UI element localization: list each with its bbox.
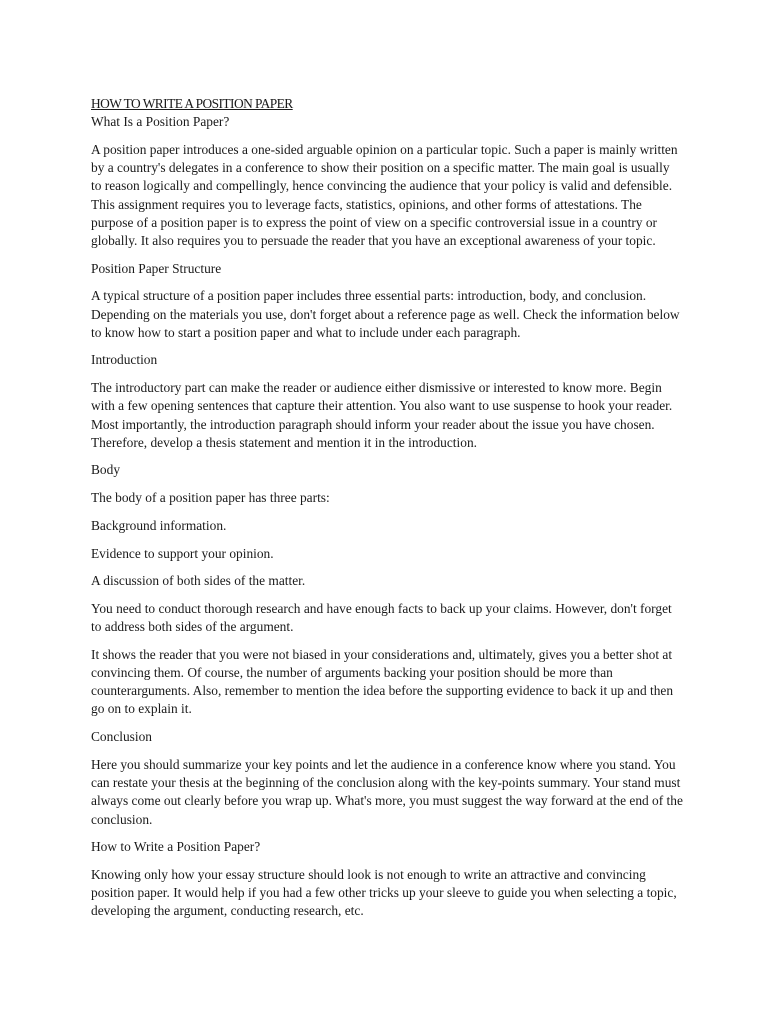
section-heading-body: Body (91, 462, 121, 478)
section-heading-introduction: Introduction (91, 352, 158, 368)
document-title: HOW TO WRITE A POSITION PAPER (91, 96, 293, 111)
paragraph-definition: A position paper introduces a one-sided arguable opinion on a particular topic. Such a paper is mainly written by a country's delegates in a conference to show their position on a specific matter. The main goal is usually to reason logically and compellingly, hence convincing the audience that your policy is valid and defensible. This assignment requires you to leverage facts, statistics, opinions, and other forms of attestations. The purpose of a position paper is to express the point of view on a specific controversial issue in a country or globally. It also requires you to persuade the reader that you have an exceptional awareness of your topic. (91, 141, 678, 248)
paragraph-bias: It shows the reader that you were not biased in your considerations and, ultimately, gives you a better shot at convincing them. Of course, the number of arguments backing your position should be more than counterarguments. Also, remember to mention the idea before the supporting evidence to back it up and then go on to explain it. (91, 646, 674, 717)
section-heading-structure: Position Paper Structure (91, 260, 222, 276)
document-page (91, 95, 683, 930)
section-heading-what-is: What Is a Position Paper? (91, 114, 230, 130)
paragraph-background: Background information. (91, 517, 227, 533)
section-heading-how-to-write: How to Write a Position Paper? (91, 839, 261, 855)
paragraph-introduction: The introductory part can make the reader or audience either dismissive or interested to know more. Begin with a few opening sentences that capture their attention. You also want to use suspense to hook your reader. Most importantly, the introduction paragraph should inform your reader about the issue you have chosen. Therefore, develop a thesis statement and mention it in the introduction. (91, 380, 673, 450)
paragraph-evidence: Evidence to support your opinion. (91, 545, 274, 561)
paragraph-structure: A typical structure of a position paper includes three essential parts: introduction, body, and conclusion. Depending on the materials you use, don't forget about a reference page as well. Check the information below to know how to start a position paper and what to include under each paragraph. (91, 288, 680, 340)
paragraph-conclusion: Here you should summarize your key points and let the audience in a conference know where you stand. You can restate your thesis at the beginning of the conclusion along with the key-points summary. Your stand must always come out clearly before you wrap up. What's more, you must suggest the way forward at the end of the conclusion. (91, 756, 683, 827)
paragraph-how-to-write: Knowing only how your essay structure should look is not enough to write an attractive and convincing position paper. It would help if you had a few other tricks up your sleeve to guide you when selecting a topic, developing the argument, conducting research, etc. (91, 866, 677, 919)
section-heading-conclusion: Conclusion (91, 729, 153, 745)
paragraph-research: You need to conduct thorough research and have enough facts to back up your claims. However, don't forget to address both sides of the argument. (91, 600, 672, 635)
paragraph-discussion: A discussion of both sides of the matter. (91, 573, 306, 589)
paragraph-body-parts: The body of a position paper has three parts: (91, 490, 330, 506)
